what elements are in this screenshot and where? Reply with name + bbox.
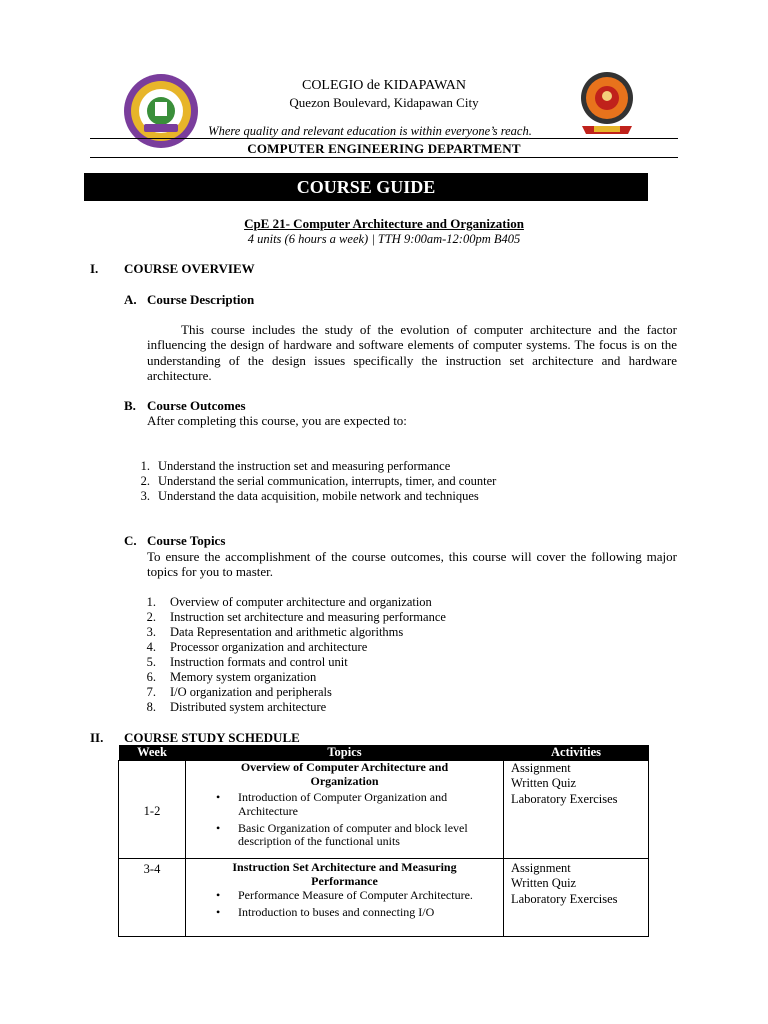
column-header-week: Week xyxy=(119,745,186,761)
subsection-b-title: Course Outcomes xyxy=(147,398,246,413)
topics-cell xyxy=(186,859,504,937)
school-name: COLEGIO de KIDAPAWAN xyxy=(301,78,466,93)
list-item: 5. Instruction formats and control unit xyxy=(146,655,348,669)
week-cell: 1-2 xyxy=(119,761,186,859)
header-rule-top xyxy=(90,138,678,139)
topic-title: Overview of Computer Architecture and Organization xyxy=(240,760,449,788)
subsection-a-label: A. xyxy=(124,292,137,307)
activities-cell: Assignment Written Quiz Laboratory Exercises xyxy=(504,761,649,859)
list-item: 8. Distributed system architecture xyxy=(146,700,327,714)
subsection-b-label: B. xyxy=(124,398,136,413)
list-item: 4. Processor organization and architecture xyxy=(146,640,368,654)
department-name: COMPUTER ENGINEERING DEPARTMENT xyxy=(247,141,521,156)
course-outcomes-list xyxy=(132,459,652,504)
list-item: 1. Understand the instruction set and measuring performance xyxy=(140,459,451,473)
course-title: CpE 21- Computer Architecture and Organization xyxy=(244,216,524,231)
course-units: 4 units (6 hours a week) | TTH 9:00am-12:00pm B405 xyxy=(247,232,521,246)
table-row xyxy=(119,859,649,937)
section-1-title: COURSE OVERVIEW xyxy=(124,261,255,276)
list-item: 7. I/O organization and peripherals xyxy=(146,685,332,699)
topic-bullet: • Introduction of Computer Organization and Architecture xyxy=(192,791,497,819)
list-item: 1. Overview of computer architecture and organization xyxy=(146,595,432,609)
section-2-title: COURSE STUDY SCHEDULE xyxy=(124,730,300,745)
section-2-number: II. xyxy=(90,730,104,745)
list-item: 6. Memory system organization xyxy=(146,670,317,684)
subsection-c-title: Course Topics xyxy=(147,533,226,548)
table-row xyxy=(119,761,649,859)
topic-bullet: • Basic Organization of computer and block level description of the functional units xyxy=(192,822,497,850)
course-outcomes-intro: After completing this course, you are expected to: xyxy=(147,413,407,428)
activities-cell: Assignment Written Quiz Laboratory Exercises xyxy=(504,859,649,937)
column-header-topics: Topics xyxy=(186,745,504,761)
week-cell: 3-4 xyxy=(119,859,186,937)
list-item: 2. Instruction set architecture and measuring performance xyxy=(146,610,446,624)
course-topics-list xyxy=(138,595,658,715)
topics-cell xyxy=(186,761,504,859)
topic-title: Instruction Set Architecture and Measuring Performance xyxy=(232,860,457,888)
list-item: 3. Data Representation and arithmetic algorithms xyxy=(146,625,404,639)
course-guide-banner: COURSE GUIDE xyxy=(84,173,648,201)
course-description-text: This course includes the study of the evolution of computer architecture and the factor influencing the design of hardware and software elements of computer systems. The focus is on the understanding of the design issues specifically the instruction set architecture and hardware architecture. xyxy=(147,322,677,383)
course-topics-intro: To ensure the accomplishment of the course outcomes, this course will cover the following major topics for you to master. xyxy=(147,549,677,580)
course-schedule-table xyxy=(118,745,649,937)
list-item: 2. Understand the serial communication, interrupts, timer, and counter xyxy=(140,474,497,488)
section-1-number: I. xyxy=(90,261,99,276)
table-header-row xyxy=(119,745,649,761)
school-address: Quezon Boulevard, Kidapawan City xyxy=(289,95,479,110)
column-header-activities: Activities xyxy=(504,745,649,761)
topic-bullet: • Performance Measure of Computer Architecture. xyxy=(192,889,497,903)
topic-bullet: • Introduction to buses and connecting I/O xyxy=(192,906,497,920)
subsection-c-label: C. xyxy=(124,533,137,548)
header-rule-bottom xyxy=(90,157,678,158)
school-motto: Where quality and relevant education is within everyone’s reach. xyxy=(208,124,532,138)
list-item: 3. Understand the data acquisition, mobile network and techniques xyxy=(140,489,479,503)
subsection-a-title: Course Description xyxy=(147,292,255,307)
